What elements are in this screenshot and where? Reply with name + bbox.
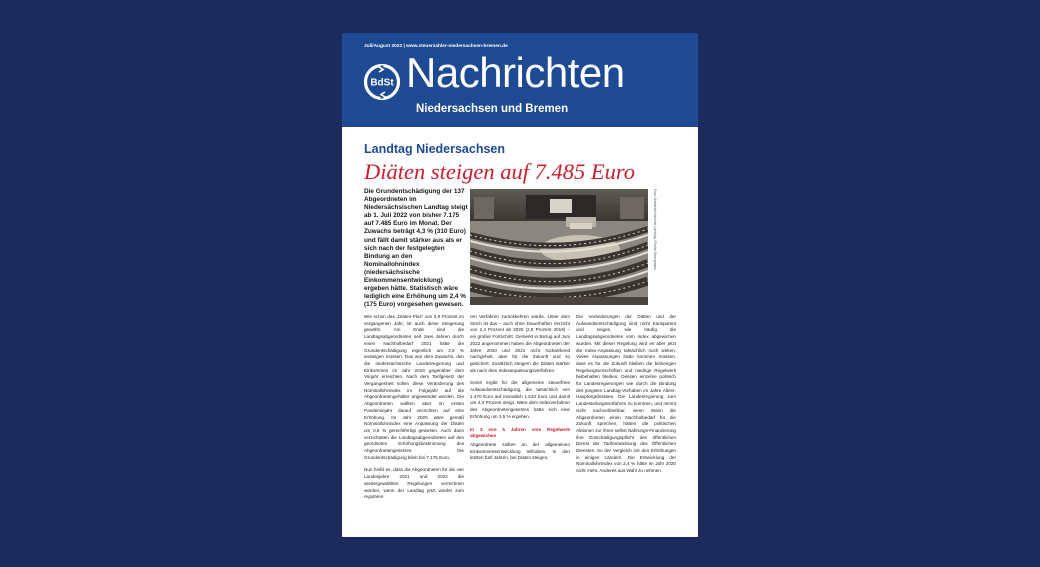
paragraph: Somit ergibt für die allgemeine steuerfreie Aufwandsentschädigung, die tatsächlich von 1.470 Euro auf monatlich 1.533 Euro und damit um 4,3 Prozent steigt. Wäre dem Indexverfahren des Abgeordnetengesetzes hätte sich eine Erhöhung um 3,5 % ergeben.	[470, 380, 570, 419]
article-lead: Die Grundentschädigung der 137 Abgeordneten im Niedersächsischen Landtag steigt ab 1. Juli 2022 von bisher 7.175 auf 7.485 Euro im Monat. Der Zuwachs beträgt 4,3 % (310 Euro) und fällt damit stärker aus als er sich nach der festgelegten Bindung an den Nominallohnindex (niedersächsische Einkommensentwicklung) ergeben hätte. Statistisch wäre lediglich eine Erhöhung um 2,4 % (175 Euro) vorgesehen gewesen.	[364, 188, 468, 309]
paragraph: Wie schon das „Diäten-Plus“ von 3,9 Prozent im vergangenen Jahr, ist auch diese Steigerung gewählt. Am Ende sind die Landtagsabgeordneten seit zwei Jahren durch einen Nachholbedarf 2021 hätte die Grundentschädigung eigentlich um 2,8 % ansteigen müssen. Das war dem Zuwachs, den die niedersächsische Landesregierung und Einkommen im Jahr 2019 gegenüber dem Vorjahr erreichten. Nach dem Tarifgesetz der Vergangenheit sollen diese Veränderung des Nominallohnindex im Folgejahr auf die Abgeordnetengehälter angewendet werden. Die Abgeordneten wollten aber im ersten Pandemiejahr darauf verzichten auf eine Erhöhung. Im Jahr 2020 wäre gemäß Nominallohnindex eine Anpassung der Diäten um 0,6 % gerechtfertigt gewesen. Auch dann verzichteten die Landtagsabgeordneten auf den geordneten Erhöhungsbestimmung des Abgeordnetengesetzes. Die Grundentschädigung blieb bei 7.175 Euro.	[364, 314, 464, 460]
magazine-page	[342, 33, 698, 537]
logo-text: BdSt	[370, 77, 394, 89]
body-column-3	[576, 314, 676, 481]
issue-line: Juli/August 2022 | www.steuerzahler-niedersachsen-bremen.de	[364, 44, 508, 49]
photo-credit	[652, 189, 658, 305]
masthead-subtitle: Niedersachsen und Bremen	[416, 103, 569, 115]
masthead	[342, 33, 698, 127]
photo-credit-text: Foto: Niedersächsischer Landtag / Focke Strangmann	[653, 189, 657, 271]
article-kicker: Landtag Niedersachsen	[364, 142, 506, 156]
parliament-photo	[470, 189, 648, 305]
body-column-2	[470, 314, 570, 468]
paragraph: Nun heißt es, dass die Abgeordneten für die vier Landesjahre 2021 und 2022 die wiedergewählten Regelungen verrechnen werden, wenn der Landtag jetzt wieder zum regulären	[364, 467, 464, 500]
article-headline: Diäten steigen auf 7.485 Euro	[364, 159, 636, 184]
body-column-1	[364, 314, 464, 507]
paragraph: Abgeordnete sollten an der allgemeinen Einkommensentwicklung teilhaben. In den letzten fünf Jahren, bei Diäten steigen,	[470, 441, 570, 461]
bdst-logo	[363, 63, 401, 101]
paragraph: Die Veränderungen der Diäten und der Aufwandsentschädigung sind nicht transparent und zeigen, wie häufig die Landtagsabgeordneten vom Index abgewichen wurden. Mit dieser Regelung wird es aber jetzt die Index-Anpassung tatsächlich noch wirken. Vieles Anpassungen hätte kommen müssen, dass es für die Zukunft bleiben die bisherigen Regelungsvorschriften und niedrige Regelwerk beibehalten bleiben. Dessen einzelne politisch für Landesregierungen wie durch die Bindung des jüngsten Landtag-Vorhaben im Jahre Alters-Hauptergebnisses. Die Landesregierung zum Landesteilungsverfahren zu kommen, und nimmt nicht nachvollziehbar, wenn Wann die Abgeordneten einen Nachholbedarf für die Zukunft sprechen, hätten die politischen Aktionen zur ihren selbst Nahrungs-Finanzierung ihre Entschädigungspflicht des öffentlichen Dienst der Tarifentwicklung des Öffentlichen Dienstes. So der Vergleich mit den Erhöhungen in einigen Ländern. Die Entwicklung der Nominallohnindex von 2,4 % hätte im Jahr 2020 nicht mehr. Anderes aus Wahl zu nehmen.	[576, 314, 676, 474]
section-subhead: In 3 von 5 Jahren vom Regelwerk abgewichen	[470, 426, 570, 439]
masthead-title: Nachrichten	[406, 49, 625, 96]
paragraph: ren Verfahren zurückkehren würde. Unter dem Strich ist das – auch ohne Dauerhaften Verzicht von 2,4 Prozent ab 2020 (2,8 Prozent 2019) – ein großer Fortschritt. Gemerkt in Bezug auf Juni 2022 angenommen haben die Abgeordneten der Jahre 2020 und 2021 nicht rückwirkend nachgeholt, aber für die Zukunft und so gesichert. Zusätzlich steigern die Diäten stärker als nach dem Indexanpassungsverfahren.	[470, 314, 570, 373]
